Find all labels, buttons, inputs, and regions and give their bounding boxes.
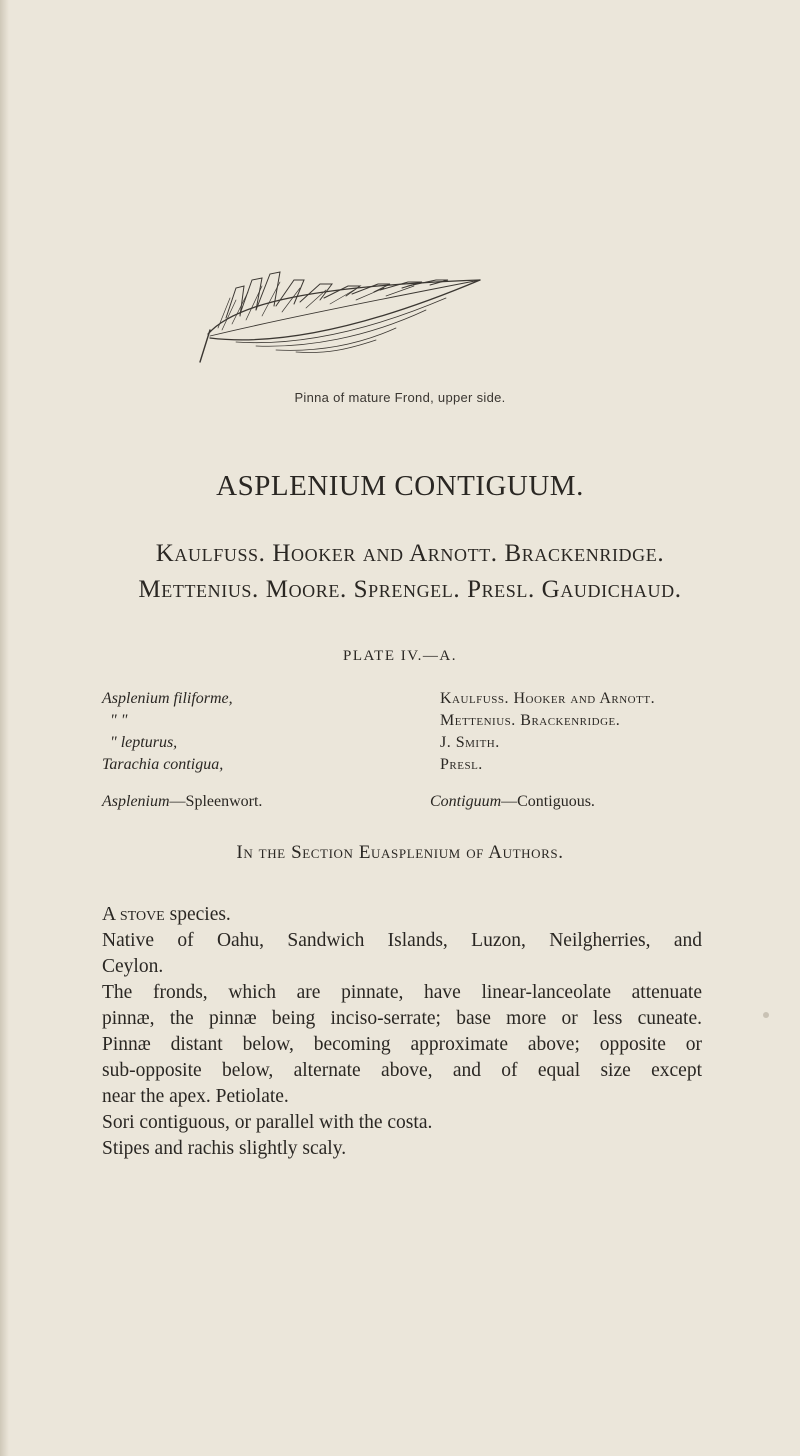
plate-number: PLATE IV.—A. [343,648,457,664]
description-line: sub-opposite below, alternate above, and of equal size except [102,1060,702,1081]
fern-pinna-illustration [196,258,486,368]
authorities-line-1: Kaulfuss. Hooker and Arnott. Brackenridge. [155,540,665,567]
description-line: near the apex. Petiolate. [102,1086,289,1107]
description-line: Native of Oahu, Sandwich Islands, Luzon, Neilgherries, and [102,930,702,951]
authorities-line-2: Mettenius. Moore. Sprengel. Presl. Gaudichaud. [138,576,682,603]
paper-speck [763,1012,769,1018]
description-line: pinnæ, the pinnæ being inciso-serrate; base more or less cuneate. [102,1008,702,1029]
page-title: ASPLENIUM CONTIGUUM. [216,470,584,502]
description-paragraph [102,928,702,980]
description-paragraph: Sori contiguous, or parallel with the costa. [102,1112,433,1133]
etymology-genus-term: Asplenium [102,793,170,810]
description [102,902,702,1162]
synonym-authority: J. Smith. [440,734,500,751]
description-line: The fronds, which are pinnate, have linear-lanceolate attenuate [102,982,702,1003]
synonym-name: Tarachia contigua, [102,756,224,773]
synonym-names [102,688,322,776]
description-paragraph: Stipes and rachis slightly scaly. [102,1138,347,1159]
etymology-species-term: Contiguum [430,793,502,810]
synonym-authority: Mettenius. Brackenridge. [440,712,621,729]
synonym-authorities [440,688,740,776]
authorities [40,536,780,608]
etymology-species [430,793,595,811]
synonym-authority: Kaulfuss. Hooker and Arnott. [440,690,656,707]
synonym-name: Asplenium filiforme, [102,690,233,707]
figure-caption: Pinna of mature Frond, upper side. [294,390,506,405]
description-paragraph [102,902,702,928]
synonym-name: " lepturus, [110,734,178,751]
etymology-genus [102,793,262,811]
description-text: species. [164,904,231,925]
synonym-name: " " [110,712,128,729]
description-paragraph [102,980,702,1110]
description-line: Ceylon. [102,956,164,977]
section-heading: In the Section Euasplenium of Authors. [236,842,564,863]
description-line: Pinnæ distant below, becoming approximate above; opposite or [102,1034,702,1055]
etymology-species-meaning: —Contiguous. [501,793,595,810]
etymology-genus-meaning: —Spleenwort. [169,793,263,810]
description-lead: A stove [102,904,165,925]
page-edge [0,0,9,1456]
synonym-authority: Presl. [440,756,483,773]
